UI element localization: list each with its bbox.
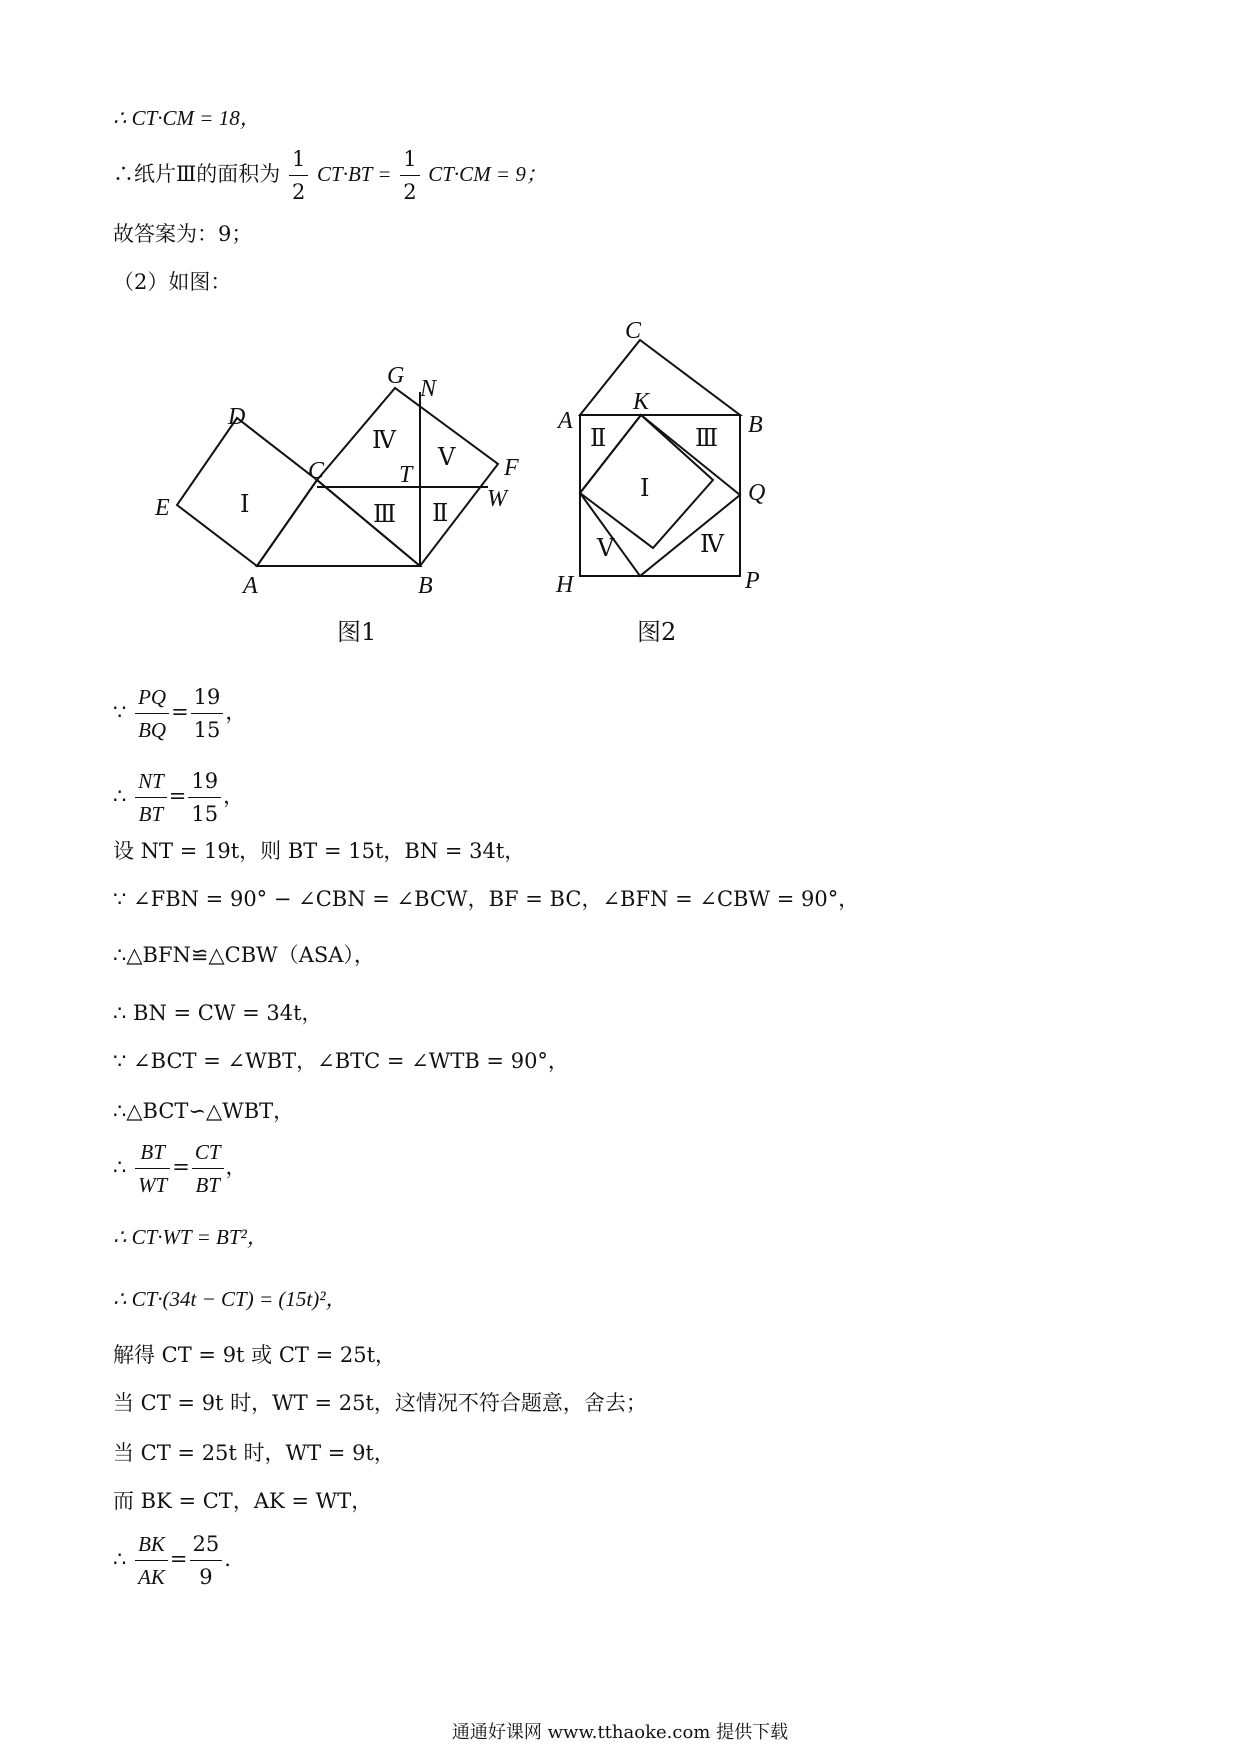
fraction-half: $\frac{1}{2}$ xyxy=(289,143,308,208)
line-solve: 解得 CT = 9t 或 CT = 25t， xyxy=(113,1343,397,1367)
region2-ii: Ⅱ xyxy=(590,426,607,452)
label-b2: B xyxy=(748,412,763,438)
line-equation: ∴ CT·(34t − CT) = (15t)²， xyxy=(113,1287,347,1311)
line-answer: 故答案为：9； xyxy=(113,222,253,246)
label-c2: C xyxy=(625,318,642,344)
fraction-19-15: $\frac{19}{15}$ xyxy=(191,681,224,746)
region-i: Ⅰ xyxy=(240,492,250,518)
region-iii: Ⅲ xyxy=(373,502,397,528)
region2-v: Ⅴ xyxy=(597,536,615,562)
line-bk-ct: 而 BK = CT，AK = WT， xyxy=(113,1489,373,1513)
figure-1-labels xyxy=(154,363,519,599)
line-bn-cw: ∴ BN = CW = 34t， xyxy=(113,1001,323,1025)
region2-i: Ⅰ xyxy=(640,476,650,502)
region-v: Ⅴ xyxy=(438,445,456,471)
fraction-ct-bt: $\frac{CT}{BT}$ xyxy=(192,1136,224,1201)
label-w: W xyxy=(487,486,507,512)
label-f: F xyxy=(504,455,519,481)
label-d: D xyxy=(228,404,246,430)
figure-2-labels xyxy=(555,318,765,598)
page-footer: 通通好课网 www.tthaoke.com 提供下载 xyxy=(451,1722,789,1743)
fraction-25-9: $\frac{25}{9}$ xyxy=(190,1528,223,1593)
region2-iii: Ⅲ xyxy=(695,426,719,452)
fraction-pq-bq: $\frac{PQ}{BQ}$ xyxy=(135,681,169,746)
label-c: C xyxy=(308,458,325,484)
line-ct-cm: ∴ CT·CM = 18， xyxy=(113,106,261,130)
fraction-nt-bt: $\frac{NT}{BT}$ xyxy=(135,765,167,830)
line-pq-bq: ∵ $\frac{PQ}{BQ}$ = $\frac{19}{15}$ ， xyxy=(113,681,246,746)
figure-2-caption: 图2 xyxy=(637,618,677,646)
label-g: G xyxy=(387,363,405,389)
label-b: B xyxy=(418,573,433,599)
line-area-iii: ∴纸片Ⅲ的面积为 $\frac{1}{2}$ CT·BT = $\frac{1}{2}$ CT·CM = 9； xyxy=(113,143,547,208)
line-case-25t: 当 CT = 25t 时，WT = 9t， xyxy=(113,1441,395,1465)
line-congruent: ∴△BFN≌△CBW（ASA）， xyxy=(113,943,375,967)
label-n: N xyxy=(420,376,437,402)
region-ii: Ⅱ xyxy=(432,501,449,527)
geometry-figures xyxy=(0,0,1240,680)
line-bt-wt: ∴ $\frac{BT}{WT}$ = $\frac{CT}{BT}$ ， xyxy=(113,1136,247,1201)
label-q: Q xyxy=(748,480,766,506)
line-part2: （2）如图： xyxy=(113,270,232,294)
label-a: A xyxy=(243,573,258,599)
region2-iv: Ⅳ xyxy=(700,532,724,558)
fraction-bk-ak: $\frac{BK}{AK}$ xyxy=(135,1528,168,1593)
line-case-9t: 当 CT = 9t 时，WT = 25t，这情况不符合题意，舍去； xyxy=(113,1391,647,1415)
label-k: K xyxy=(633,389,650,415)
fraction-19-15: $\frac{19}{15}$ xyxy=(188,765,221,830)
line-ct-wt: ∴ CT·WT = BT²， xyxy=(113,1225,268,1249)
line-angle-bct: ∵ ∠BCT = ∠WBT，∠BTC = ∠WTB = 90°， xyxy=(113,1049,569,1073)
fraction-bt-wt: $\frac{BT}{WT}$ xyxy=(135,1136,170,1201)
figure-1 xyxy=(177,388,498,566)
figure-1-caption: 图1 xyxy=(337,618,377,646)
line-similar: ∴△BCT∽△WBT， xyxy=(113,1099,295,1123)
line-set-nt: 设 NT = 19t，则 BT = 15t，BN = 34t， xyxy=(113,839,526,863)
label-a2: A xyxy=(558,408,573,434)
label-e: E xyxy=(155,495,170,521)
label-t: T xyxy=(399,462,413,488)
line-nt-bt: ∴ $\frac{NT}{BT}$ = $\frac{19}{15}$ ， xyxy=(113,765,244,830)
label-h: H xyxy=(556,572,574,598)
triangle-acb xyxy=(580,340,740,415)
region-iv: Ⅳ xyxy=(372,428,396,454)
label-p: P xyxy=(745,568,760,594)
fraction-half: $\frac{1}{2}$ xyxy=(400,143,419,208)
line-angle-fbn: ∵ ∠FBN = 90° − ∠CBN = ∠BCW，BF = BC，∠BFN = ∠CBW = 90°， xyxy=(113,887,860,911)
line-result: ∴ $\frac{BK}{AK}$ = $\frac{25}{9}$ . xyxy=(113,1528,231,1593)
